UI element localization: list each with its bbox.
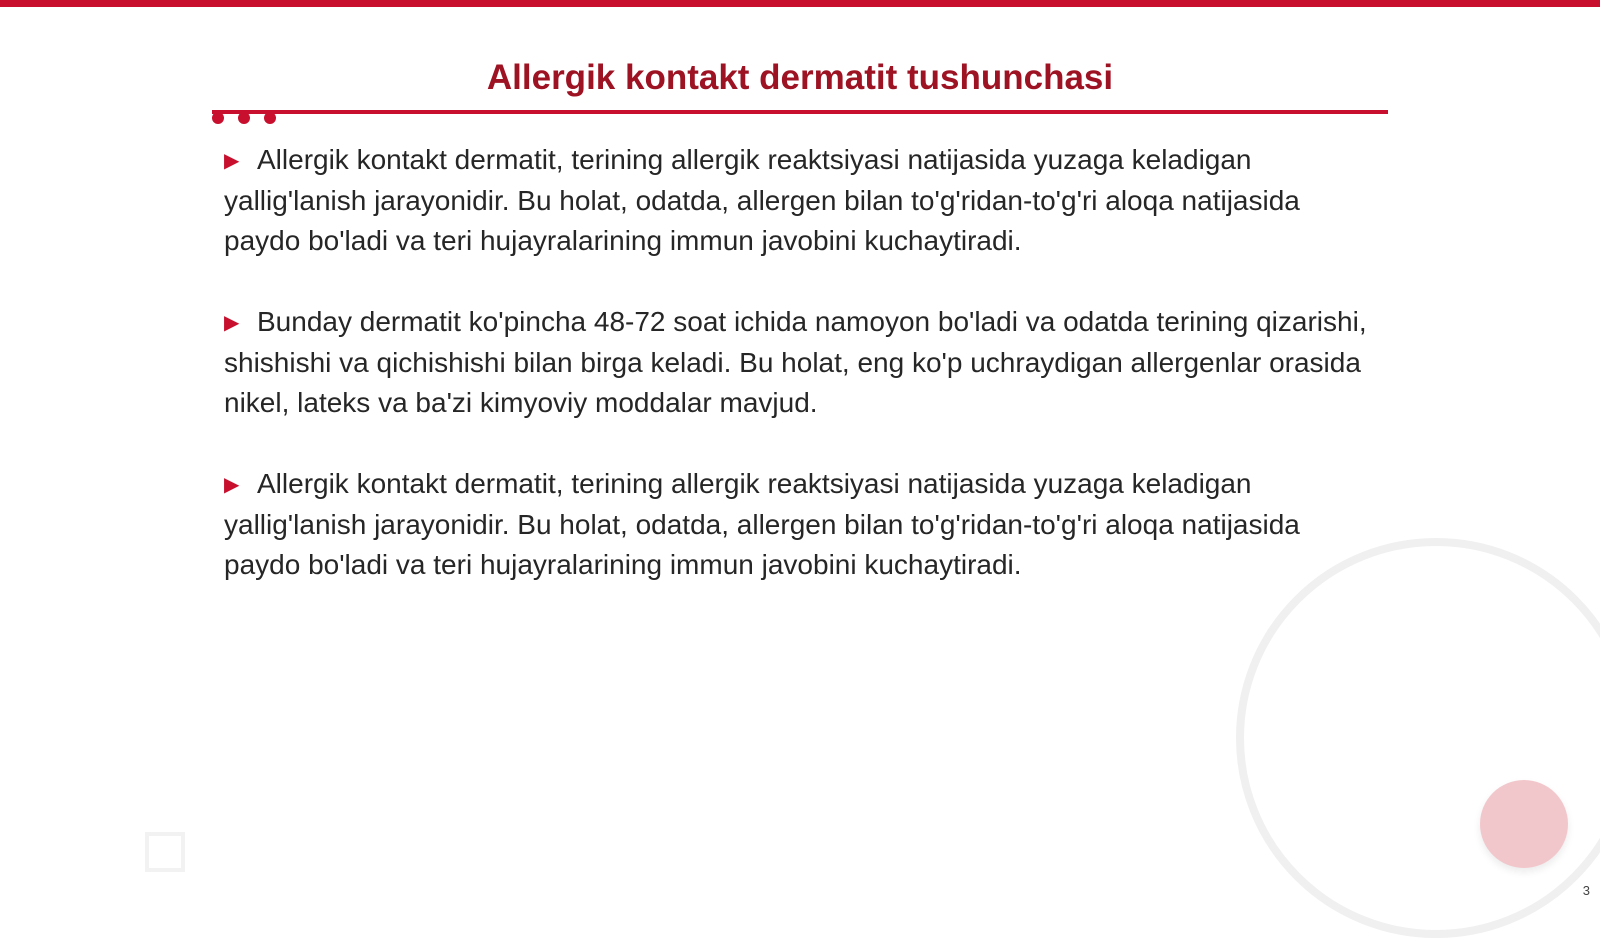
paragraph-text: Allergik kontakt dermatit, terining allergik reaktsiyasi natijasida yuzaga keladigan yallig'lanish jarayonidir. Bu holat, odatda, allergen bilan to'g'ridan-to'g'ri aloqa natijasida paydo bo'ladi va teri hujayralarining immun javobini kuchaytiradi.: [224, 144, 1300, 256]
paragraph-text: Allergik kontakt dermatit, terining allergik reaktsiyasi natijasida yuzaga keladigan yallig'lanish jarayonidir. Bu holat, odatda, allergen bilan to'g'ridan-to'g'ri aloqa natijasida paydo bo'ladi va teri hujayralarining immun javobini kuchaytiradi.: [224, 468, 1300, 580]
bullet-paragraph: [224, 464, 1374, 585]
decorative-dot: [264, 112, 276, 124]
decorative-square: [145, 832, 185, 872]
top-accent-bar: [0, 0, 1600, 7]
slide-title: Allergik kontakt dermatit tushunchasi: [486, 58, 1114, 97]
decorative-dot: [238, 112, 250, 124]
page-number: 3: [1582, 883, 1590, 898]
title-underline: [212, 110, 1388, 114]
decorative-dot: [212, 112, 224, 124]
decorative-pink-circle: [1480, 780, 1568, 868]
bullet-paragraph: [224, 302, 1374, 423]
bullet-arrow-icon: ▶: [224, 150, 240, 172]
bullet-paragraph: [224, 140, 1374, 261]
bullet-arrow-icon: ▶: [224, 474, 240, 496]
bullet-arrow-icon: ▶: [224, 312, 240, 334]
slide-body: [224, 140, 1374, 626]
paragraph-text: Bunday dermatit ko'pincha 48-72 soat ichida namoyon bo'ladi va odatda terining qizarishi, shishishi va qichishishi bilan birga keladi. Bu holat, eng ko'p uchraydigan allergenlar orasida nikel, lateks va ba'zi kimyoviy moddalar mavjud.: [224, 306, 1367, 418]
